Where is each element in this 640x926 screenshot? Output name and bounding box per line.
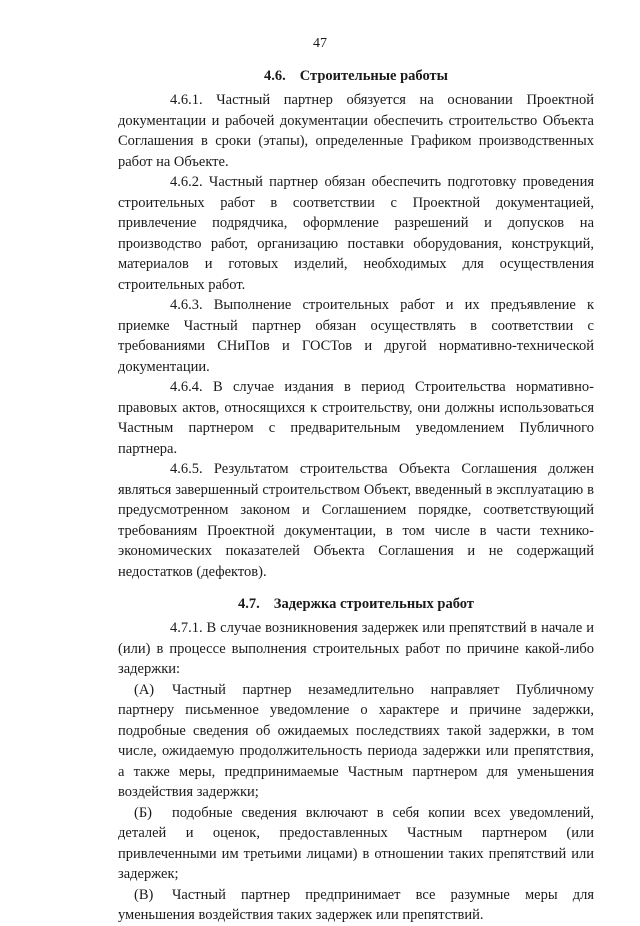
paragraph-4-6-5: 4.6.5. Результатом строительства Объекта Соглашения должен являться завершенный строительством Объект, введенный в эксплуатацию в предусмотренном законом и Соглашением порядке, соответствующий требованиям Проектной документации, в том числе в части технико-экономических показателей Объекта Соглашения и не содержащий недостатков (дефектов).: [118, 461, 594, 580]
list-item-label: (Б): [134, 804, 152, 821]
section-title: Задержка строительных работ: [273, 596, 474, 612]
section-title: Строительные работы: [299, 68, 448, 84]
page-number: 47: [313, 36, 327, 51]
list-item-label: (В): [134, 886, 154, 903]
paragraph-4-6-2: 4.6.2. Частный партнер обязан обеспечить подготовку проведения строительных работ в соответствии с Проектной документацией, привлечение подрядчика, оформление разрешений и допусков на производство работ, организацию поставки оборудования, конструкций, материалов и готовых изделий, необходимых для осуществления строительных работ.: [118, 174, 594, 293]
paragraph-4-6-4: 4.6.4. В случае издания в период Строительства нормативно-правовых актов, относящихся к строительству, они должны использоваться Частным партнером с предварительным уведомлением Публичного партнера.: [118, 379, 594, 457]
paragraph-4-7-1: 4.7.1. В случае возникновения задержек или препятствий в начале и (или) в процессе выполнения строительных работ по причине какой-либо задержки:: [118, 620, 594, 677]
list-item-text: подобные сведения включают в себя копии всех уведомлений, деталей и оценок, предоставленных Частным партнером (или привлеченными им третьими лицами) в отношении таких препятствий или задержек;: [118, 804, 594, 882]
section-number: 4.7.: [238, 596, 260, 612]
document-body: [118, 66, 594, 926]
section-heading-4-6: [118, 66, 594, 86]
list-item-text: Частный партнер незамедлительно направляет Публичному партнеру письменное уведомление о характере и причине задержки, подробные сведения об ожидаемых последствиях такой задержки, в том числе, ожидаемую продолжительность периода задержки или препятствия, а также меры, предпринимаемые Частным партнером для уменьшения воздействия задержки;: [118, 681, 594, 800]
section-number: 4.6.: [264, 68, 286, 84]
list-item-a: [118, 680, 594, 803]
list-item-label: (А): [134, 681, 155, 698]
paragraph-4-6-3: 4.6.3. Выполнение строительных работ и их предъявление к приемке Частный партнер обязан осуществлять в соответствии с требованиями СНиПов и ГОСТов и другой нормативно-технической документации.: [118, 297, 594, 375]
section-heading-4-7: [118, 594, 594, 614]
list-item-b: [118, 803, 594, 885]
list-item-v: [118, 885, 594, 926]
list-item-text: Частный партнер предпринимает все разумные меры для уменьшения воздействия таких задержек или препятствий.: [118, 886, 594, 923]
paragraph-4-6-1: 4.6.1. Частный партнер обязуется на основании Проектной документации и рабочей документации обеспечить строительство Объекта Соглашения в сроки (этапы), определенные Графиком производственных работ на Объекте.: [118, 92, 594, 170]
